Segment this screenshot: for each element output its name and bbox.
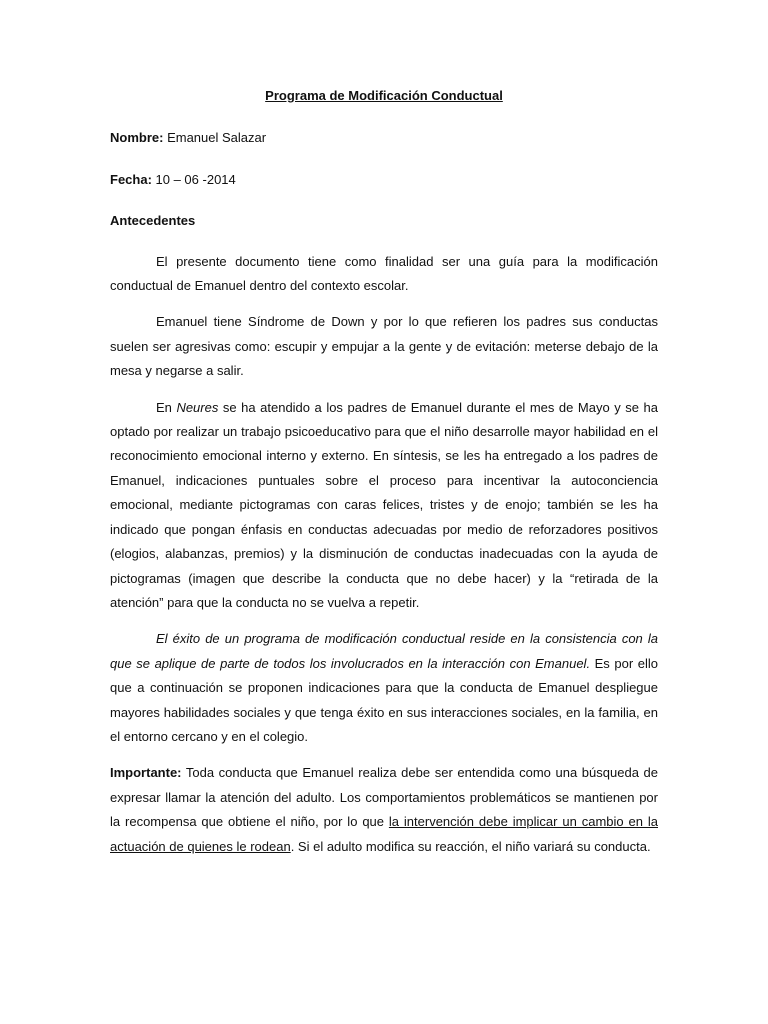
fecha-label: Fecha: [110,171,152,187]
document-title: Programa de Modificación Conductual [265,88,503,103]
paragraph-4-italic: El éxito de un programa de modificación conductual reside en la consistencia con la que se aplique de parte de todos los involucrados en la interacción con Emanuel. [110,631,658,671]
fecha-field [110,168,658,192]
fecha-value: 10 – 06 -2014 [151,171,236,187]
paragraph-4 [110,627,658,749]
paragraph-5 [110,761,658,859]
nombre-field [110,126,658,150]
nombre-value: Emanuel Salazar [163,130,267,146]
paragraph-5-end: . Si el adulto modifica su reacción, el niño variará su conducta. [290,838,651,854]
paragraph-3 [110,396,658,616]
paragraph-5-underlined: la intervención debe implicar un cambio en la actuación de quienes le rodean [110,814,658,854]
paragraph-4-body: Es por ello que a continuación se proponen indicaciones para que la conducta de Emanuel despliegue mayores habilidades sociales y que tenga éxito en sus interacciones sociales, en la familia, en el entorno cercano y en el colegio. [110,655,658,744]
section-heading-antecedentes: Antecedentes [110,213,196,229]
importante-label: Importante: [110,765,182,781]
paragraph-3-intro: En [156,399,177,415]
neures-name: Neures [176,399,219,415]
paragraph-1: El presente documento tiene como finalidad ser una guía para la modificación conductual de Emanuel dentro del contexto escolar. [110,253,658,294]
paragraph-5-body: Toda conducta que Emanuel realiza debe ser entendida como una búsqueda de expresar llamar la atención del adulto. Los comportamientos problemáticos se mantienen por la recompensa que obtiene el niño, por lo que [110,765,658,830]
paragraph-3-body: se ha atendido a los padres de Emanuel durante el mes de Mayo y se ha optado por realizar un trabajo psicoeducativo para que el niño desarrolle mayor habilidad en el reconocimiento emocional interno y externo. En síntesis, se les ha entregado a los padres de Emanuel, indicaciones puntuales sobre el proceso para incentivar la autoconciencia emocional, mediante pictogramas con caras felices, tristes y de enojo; también se les ha indicado que pongan énfasis en conductas adecuadas por medio de reforzadores positivos (elogios, alabanzas, premios) y la disminución de conductas inadecuadas con la ayuda de pictogramas (imagen que describe la conducta que no debe hacer) y la “retirada de la atención” para que la conducta no se vuelva a repetir. [110,399,658,610]
nombre-label: Nombre: [110,130,164,146]
paragraph-2: Emanuel tiene Síndrome de Down y por lo que refieren los padres sus conductas suelen ser agresivas como: escupir y empujar a la gente y de evitación: meterse debajo de la mesa y negarse a salir. [110,314,658,379]
